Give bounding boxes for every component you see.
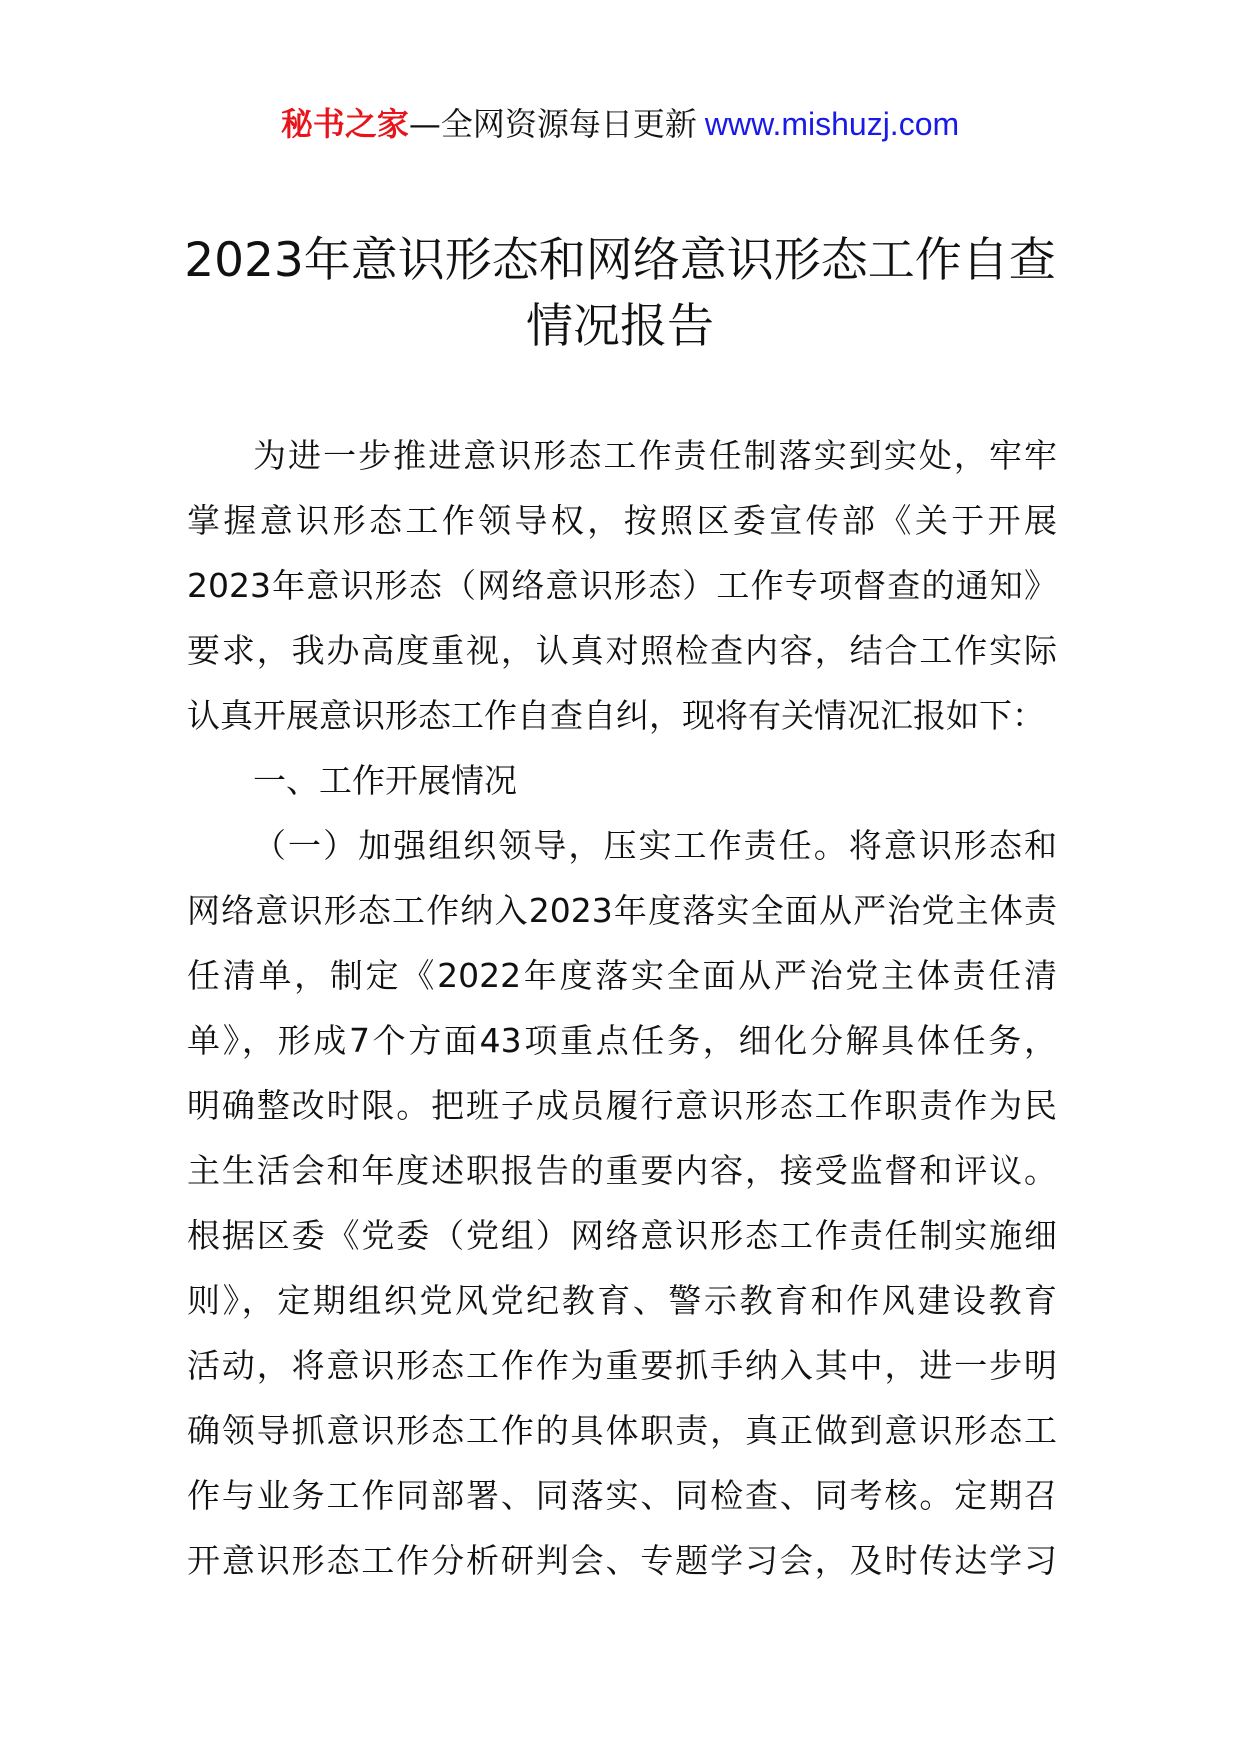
section-heading: 一、工作开展情况 bbox=[253, 761, 517, 800]
document-body bbox=[187, 423, 1057, 1593]
paragraph-line: 明确整改时限。把班子成员履行意识形态工作职责作为民 bbox=[187, 1086, 1057, 1125]
paragraph-line: 掌握意识形态工作领导权，按照区委宣传部《关于开展 bbox=[187, 501, 1057, 540]
paragraph-line: 单》，形成7个方面43项重点任务，细化分解具体任务， bbox=[187, 1021, 1057, 1060]
paragraph-line: 为进一步推进意识形态工作责任制落实到实处，牢牢 bbox=[253, 436, 1057, 475]
paragraph-line: 网络意识形态工作纳入2023年度落实全面从严治党主体责 bbox=[187, 891, 1057, 930]
paragraph-line: 任清单，制定《2022年度落实全面从严治党主体责任清 bbox=[187, 956, 1057, 995]
paragraph-line: 2023年意识形态（网络意识形态）工作专项督查的通知》 bbox=[187, 566, 1057, 605]
paragraph-line: 主生活会和年度述职报告的重要内容，接受监督和评议。 bbox=[187, 1151, 1057, 1190]
title-line: 情况报告 bbox=[526, 299, 714, 354]
paragraph-line: 开意识形态工作分析研判会、专题学习会，及时传达学习 bbox=[187, 1541, 1057, 1580]
paragraph-line: 确领导抓意识形态工作的具体职责，真正做到意识形态工 bbox=[187, 1411, 1057, 1450]
document-title bbox=[160, 228, 1080, 360]
site-url-link[interactable]: www.mishuzj.com bbox=[704, 106, 960, 142]
paragraph-line: 活动，将意识形态工作作为重要抓手纳入其中，进一步明 bbox=[187, 1346, 1057, 1385]
paragraph-line: （一）加强组织领导，压实工作责任。将意识形态和 bbox=[253, 826, 1057, 865]
brand-name: 秘书之家 bbox=[280, 105, 409, 143]
paragraph-line: 作与业务工作同部署、同落实、同检查、同考核。定期召 bbox=[187, 1476, 1057, 1515]
header-slogan: —全网资源每日更新 bbox=[408, 105, 697, 143]
site-header bbox=[0, 100, 1240, 148]
paragraph-line: 根据区委《党委（党组）网络意识形态工作责任制实施细 bbox=[187, 1216, 1057, 1255]
paragraph-line: 认真开展意识形态工作自查自纠，现将有关情况汇报如下： bbox=[187, 696, 1045, 735]
paragraph-line: 要求，我办高度重视，认真对照检查内容，结合工作实际 bbox=[187, 631, 1057, 670]
title-line: 2023年意识形态和网络意识形态工作自查 bbox=[184, 233, 1056, 288]
paragraph-line: 则》，定期组织党风党纪教育、警示教育和作风建设教育 bbox=[187, 1281, 1057, 1320]
